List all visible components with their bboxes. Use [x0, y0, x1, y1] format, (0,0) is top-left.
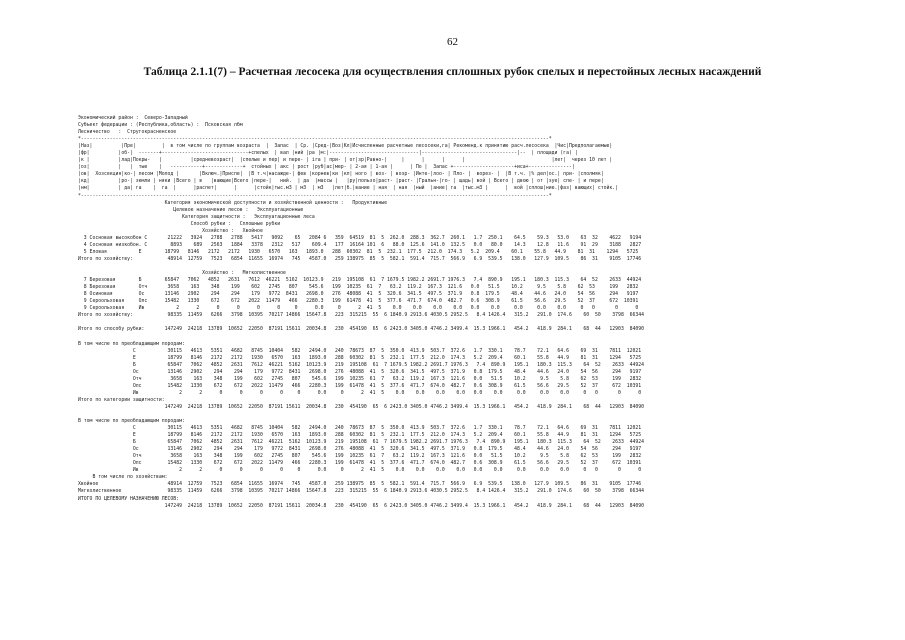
listing-line: Ос 13146 2902 294 294 179 9772 8431 2698.0 276 48088 41 5 320.6 341.5 497.5 371.9 0.8 179.5 48.4 44.6 24.0 54 56 294 9197 [78, 447, 642, 453]
listing-line: 8 Осиновая Ос 13146 2902 294 294 179 9772 8431 2698.0 276 48088 41 5 320.6 341.5 497.5 371.9 0.8 179.5 48.4 44.6 24.0 54 56 294 9197 [78, 292, 639, 298]
listing-line: *------------------------------------------------------------------------------------------------------------------------------------------------------------------* [78, 137, 552, 143]
listing-line: С 30115 4613 5351 4682 8745 10404 582 2494.0 240 78673 87 5 350.0 413.9 503.7 372.6 1.7 330.1 78.7 72.1 64.6 69 31 7811 12021 [78, 426, 642, 432]
listing-line: Отч 3658 163 348 199 602 2745 807 545.6 199 10235 61 7 63.2 119.2 167.3 121.6 0.0 51.5 10.2 9.5 5.8 62 53 199 2832 [78, 454, 642, 460]
listing-line: |фр| |об-| -------+------------------------------+спелых | вал |ний |ра |м:|-------------------------------|---------------------------------|-- | площади (га) | [78, 151, 578, 157]
listing-line: Способ рубки : Сплошные рубки [78, 221, 281, 227]
listing-line: Итого по хозяйству: 48914 12759 7523 6854 11655 16974 745 4587.0 259 138975 85 5 582.1 591.4 715.7 566.9 6.9 539.5 138.0 127.9 109.5 86 31 9105 17746 [78, 256, 642, 262]
listing-line [78, 263, 838, 270]
listing-line: Ив 2 2 0 0 0 0 0 0.0 0 2 41 5 0.0 0.0 0.0 0.0 0.0 0.0 0.0 0.0 0.0 0 0 0 0 [78, 468, 642, 474]
listing-line: Лесничество : Стругокрасненское [78, 130, 177, 136]
listing-line: С 30115 4613 5351 4682 8745 10404 582 2494.0 240 78673 87 5 350.0 413.9 503.7 372.6 1.7 330.1 78.7 72.1 64.6 69 31 7811 12021 [78, 348, 642, 354]
listing-line: Б 65847 7062 4852 2631 7612 46221 5162 10123.9 219 195108 61 7 1679.5 1982.2 2691.7 1976.3 7.4 890.9 195.1 180.3 115.3 64 52 2633 44924 [78, 362, 645, 368]
listing-line: |оз| | | тые | -----------+-------------+ стойных | акс | рост |руб|ас|мер- | 2-ая | 1-ая | | По | Запас +---------------------+иса+---------------| [78, 165, 575, 171]
listing-line: Хозяйство : Хвойное [78, 228, 263, 234]
table-title: Таблица 2.1.1(7) – Расчетная лесосека для осуществления сплошных рубок спелых и перестойных лесных насаждений [143, 66, 762, 78]
listing-line: Е 18799 8146 2172 2172 1930 6570 163 1893.0 288 60302 81 5 232.1 177.5 212.0 174.3 5.2 209.4 60.1 55.8 44.9 81 31 1294 5725 [78, 433, 642, 439]
listing-line: 3 Сосновая высокобон С 21222 3924 2788 2788 5417 9092 65 2084 6 359 64519 81 5 262.0 288.3 362.7 260.1 1.7 250.1 64.5 59.3 53.0 63 32 4622 9194 [78, 235, 642, 241]
listing-line: Категория экономической доступности и хозяйственной ценности : Продуктивные [78, 200, 388, 206]
listing-line: Хозяйство : Мягколиственное [78, 271, 286, 277]
listing-line [78, 333, 838, 340]
listing-line: Категория защитности : Эксплуатационные леса [78, 214, 315, 220]
listing-line: Экономический район : Северо-Западный [78, 116, 188, 121]
listing-line: 9 Сероольховая Ив 2 2 0 0 0 0 0 0.0 0 2 41 5 0.0 0.0 0.0 0.0 0.0 0.0 0.0 0.0 0.0 0 0 0 0 [78, 306, 639, 312]
listing-line: |нм| | да| га | га | |распет| | |стойк|тыс.м3 | м3 | м3 |лет|б.|вание | ная | ная |ный |ание| га |тыс.м3 | | вой |сплош|ние.|фаз| вающих| стойк.| [78, 186, 619, 192]
listing-line: Отч 3658 163 348 199 602 2745 807 545.6 199 10235 61 7 63.2 119.2 167.3 121.6 0.0 51.5 10.2 9.5 5.8 62 53 199 2832 [78, 376, 642, 382]
listing-line: Б 65847 7062 4852 2631 7612 46221 5162 10123.9 219 195108 61 7 1679.5 1982.2 2691.7 1976.3 7.4 890.9 195.1 180.3 115.3 64 52 2633 44924 [78, 440, 645, 446]
listing-line: Субъект федерации : (Республика,область) : Псковская лбм [78, 123, 243, 129]
listing-line: ИТОГО ПО ЦЕЛЕВОМУ НАЗНАЧЕНИЮ ЛЕСОВ: [78, 496, 180, 502]
listing-line [78, 411, 838, 418]
listing-line: Хвойное 48914 12759 7523 6854 11655 16974 745 4587.0 259 138975 85 5 582.1 591.4 715.7 566.9 6.9 539.5 138.0 127.9 109.5 86 31 9105 17746 [78, 482, 642, 488]
listing-line: Целевое назначение лесов : Эксплуатационные [78, 207, 304, 213]
listing-line: 9 Сероольховая Олс 15482 1330 672 672 2022 11479 466 2280.3 199 61478 41 5 377.6 471.7 674.0 482.7 0.6 308.9 61.5 56.6 29.5 52 37 672 10391 [78, 299, 639, 305]
listing-line: |Наз| |Пре| | в том числе по группам возраста | Запас | Ср. |Сред-|Воз|Кл|Исчисленные расчетные лесосеки,га| Рекоменд.к принятию расч.лесосека |Чис|Предполагаемые| [78, 144, 613, 150]
listing-line: Олс 15482 1330 672 672 2022 11479 466 2280.3 199 61478 41 5 377.6 471.7 674.0 482.7 0.6 308.9 61.5 56.6 29.5 52 37 672 10391 [78, 383, 642, 389]
listing-line: Итого по способу рубки: 147249 24218 13789 10652 22050 87191 15611 20034.8 230 454190 65 6 2423.0 3405.0 4746.2 3499.4 15.3 1966.1 454.2 418.9 284.1 68 44 12903 84090 [78, 327, 645, 333]
listing-line: 8 Березовая Отч 3658 163 348 199 602 2745 807 545.6 199 10235 61 7 63.2 119.2 167.3 121.6 0.0 51.5 10.2 9.5 5.8 62 53 199 2832 [78, 285, 639, 291]
listing-line: 5 Еловая Е 18799 8146 2172 2172 1930 6570 163 1893.0 288 60302 81 5 232.1 177.5 212.0 174.3 5.2 209.4 60.1 55.8 44.9 81 31 1294 5725 [78, 249, 639, 255]
listing-line: 147249 24218 13789 10652 22050 87191 15611 20034.8 230 454190 65 6 2423.0 3405.0 4746.2 3499.4 15.3 1966.1 454.2 418.9 284.1 68 44 12903 84090 [78, 503, 645, 509]
listing-line: Олс 15482 1330 672 672 2022 11479 466 2280.3 199 61478 41 5 377.6 471.7 674.0 482.7 0.6 308.9 61.5 56.6 29.5 52 37 672 10391 [78, 461, 642, 467]
listing-line: В том числе по преобладающим породам: [78, 419, 185, 425]
listing-line: В том числе по хозяйствам: [78, 475, 168, 481]
listing-line: |к | |лад|Покры- | |средневозраст| |спелые и пер| и пере- | ira | при- | от|зр|Равно-| | | | | |лет| через 10 лет | [78, 158, 613, 164]
listing-line: Ив 2 2 0 0 0 0 0 0.0 0 2 41 5 0.0 0.0 0.0 0.0 0.0 0.0 0.0 0.0 0.0 0 0 0 0 [78, 390, 642, 396]
listing-line: |кд| |ро-| земли | няки |Всего | в |вающие|Всего |пере-| ний. | да |массы | |ру|пользо|раст- |раст- |Гральн-|го- | щадь| вой | Всего | двою | от |зуе| спе- | и пере| [78, 179, 604, 185]
listing-line: 147249 24218 13789 10652 22050 87191 15611 20034.8 230 454190 65 6 2423.0 3405.0 4746.2 3499.4 15.3 1966.1 454.2 418.9 284.1 68 44 12903 84090 [78, 404, 645, 410]
listing-line [78, 319, 838, 326]
listing-line: 7 Березовая Б 65847 7062 4852 2631 7612 46221 5162 10123.9 219 195108 61 7 1679.5 1982.2 2691.7 1976.3 7.4 890.9 195.1 180.3 115.3 64 52 2633 44924 [78, 278, 642, 284]
listing-line: *------------------------------------------------------------------------------------------------------------------------------------------------------------------* [78, 193, 552, 199]
page-number: 62 [447, 36, 458, 48]
listing-line: Итого по категории защитности: [78, 397, 165, 403]
listing-line: Мягколиственное 98335 11459 6266 3798 10395 70217 14866 15647.8 223 315215 55 6 1840.9 2913.6 4030.5 2952.5 8.4 1426.4 315.2 291.0 174.6 60 50 3798 66344 [78, 489, 645, 495]
listing-line: В том числе по преобладающим породам: [78, 341, 185, 347]
listing-line: Итого по хозяйству: 98335 11459 6266 3798 10395 70217 14866 15647.8 223 315215 55 6 1840.9 2913.6 4030.5 2952.5 8.4 1426.4 315.2 291.0 174.6 60 50 3798 66344 [78, 313, 645, 319]
listing-line: |ов| Хозсекция|ко-| лесом |Молод | |Включ.|Приспе| |В т.ч|насажде-| фев |корнев|ки |кл| ного | воз- | возр- |Инте-|лоо- | Пло- | ворез- | |В т.ч. |% дел|ос.| при- |сполмяк| [78, 172, 604, 178]
listing-line: Ос 13146 2902 294 294 179 9772 8431 2698.0 276 48088 41 5 320.6 341.5 497.5 371.9 0.8 179.5 48.4 44.6 24.0 54 56 294 9197 [78, 369, 642, 375]
listing-line: Е 18799 8146 2172 2172 1930 6570 163 1893.0 288 60302 81 5 232.1 177.5 212.0 174.3 5.2 209.4 60.1 55.8 44.9 81 31 1294 5725 [78, 355, 642, 361]
report-listing [78, 115, 838, 510]
listing-line: 4 Сосновая низкобон. С 8893 689 2563 1884 3378 2312 517 609.4 177 16164 101 6 88.0 125.6 141.0 132.5 0.0 80.0 14.3 12.8 11.6 91 29 3188 2827 [78, 242, 642, 248]
